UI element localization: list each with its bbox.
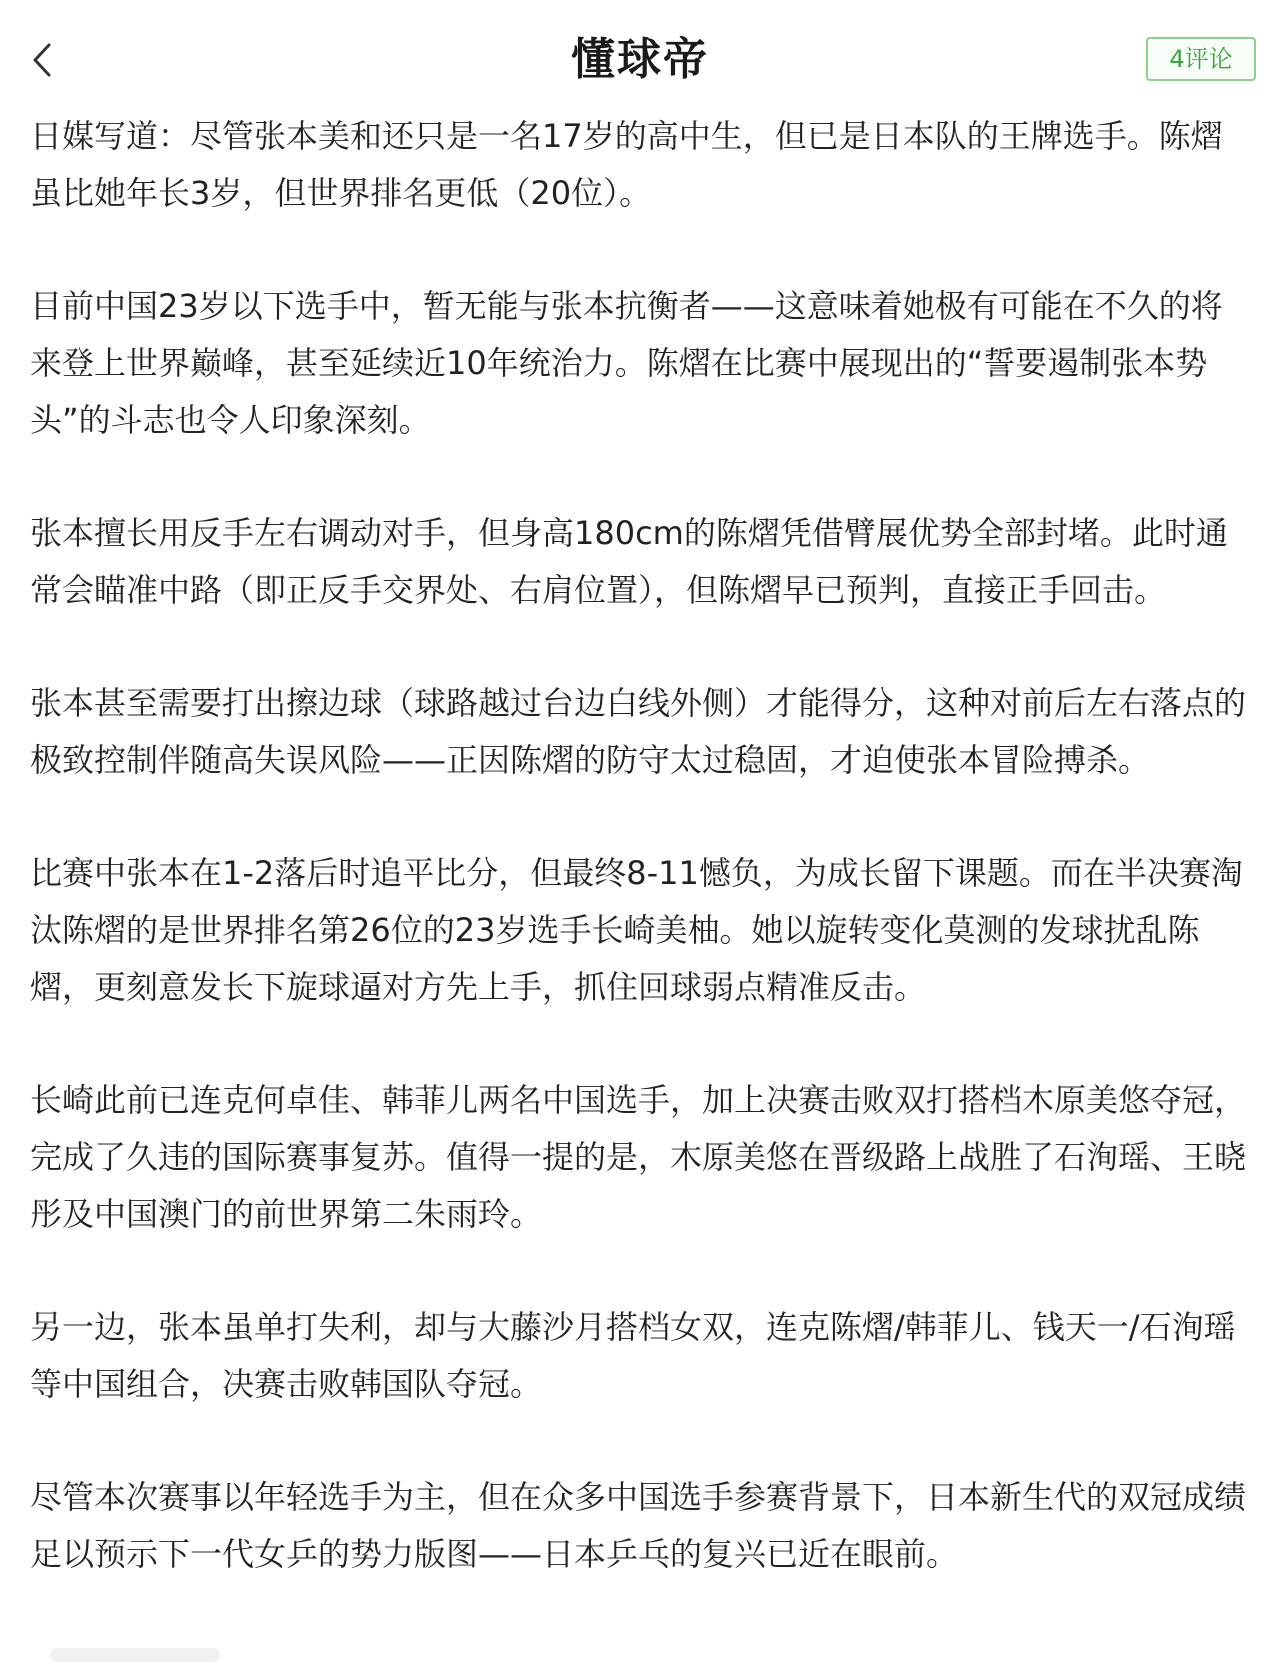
article-paragraph: 目前中国23岁以下选手中，暂无能与张本抗衡者——这意味着她极有可能在不久的将来登上世界巅峰，甚至延续近10年统治力。陈熠在比赛中展现出的“誓要遏制张本势头”的斗志也令人印象深刻。 bbox=[30, 287, 1223, 439]
article-paragraph: 日媒写道：尽管张本美和还只是一名17岁的高中生，但已是日本队的王牌选手。陈熠虽比她年长3岁，但世界排名更低（20位）。 bbox=[30, 117, 1223, 212]
article-paragraph: 尽管本次赛事以年轻选手为主，但在众多中国选手参赛背景下，日本新生代的双冠成绩足以预示下一代女乒的势力版图——日本乒乓的复兴已近在眼前。 bbox=[30, 1478, 1247, 1573]
article-paragraph: 张本擅长用反手左右调动对手，但身高180cm的陈熠凭借臂展优势全部封堵。此时通常会瞄准中路（即正反手交界处、右肩位置），但陈熠早已预判，直接正手回击。 bbox=[30, 514, 1228, 609]
article-paragraph: 张本甚至需要打出擦边球（球路越过台边白线外侧）才能得分，这种对前后左右落点的极致控制伴随高失误风险——正因陈熠的防守太过稳固，才迫使张本冒险搏杀。 bbox=[30, 684, 1247, 779]
article-paragraph: 长崎此前已连克何卓佳、韩菲儿两名中国选手，加上决赛击败双打搭档木原美悠夺冠，完成了久违的国际赛事复苏。值得一提的是，木原美悠在晋级路上战胜了石洵瑶、王晓彤及中国澳门的前世界第二朱雨玲。 bbox=[30, 1081, 1247, 1233]
app-title: 懂球帝 bbox=[571, 34, 709, 85]
bottom-placeholder bbox=[50, 1648, 220, 1662]
comments-button[interactable]: 4评论 bbox=[1146, 37, 1256, 81]
article-body bbox=[30, 108, 1252, 1583]
article-paragraph: 比赛中张本在1-2落后时追平比分，但最终8-11憾负，为成长留下课题。而在半决赛淘汰陈熠的是世界排名第26位的23岁选手长崎美柚。她以旋转变化莫测的发球扰乱陈熠，更刻意发长下旋球逼对方先上手，抓住回球弱点精准反击。 bbox=[30, 854, 1243, 1006]
article-paragraph: 另一边，张本虽单打失利，却与大藤沙月搭档女双，连克陈熠/韩菲儿、钱天一/石洵瑶等中国组合，决赛击败韩国队夺冠。 bbox=[30, 1308, 1236, 1403]
top-bar bbox=[0, 0, 1280, 110]
